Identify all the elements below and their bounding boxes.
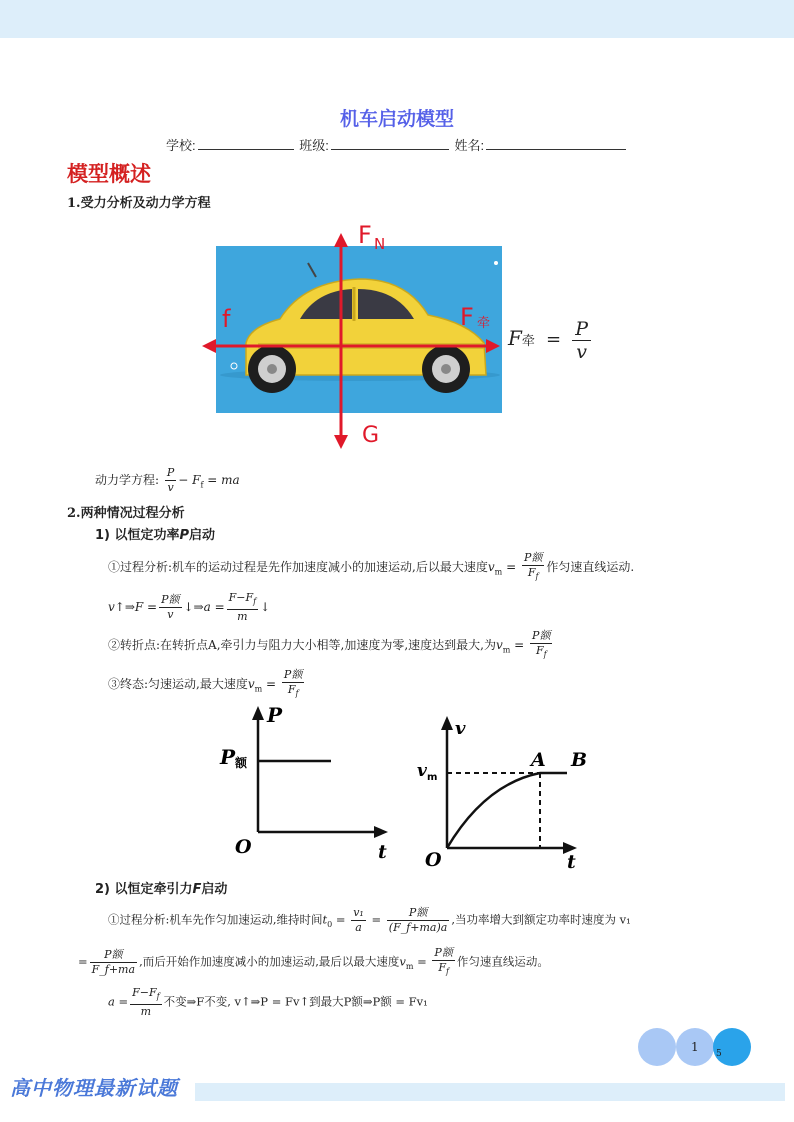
overview-heading: 模型概述 [67, 162, 151, 186]
footer-bar [195, 1083, 785, 1101]
fn-subscript: N [374, 235, 386, 253]
velocity-time-graph [415, 710, 595, 870]
vm-label: v [417, 761, 427, 781]
point-a-label: A [531, 749, 546, 771]
page-total: 5 [716, 1049, 722, 1059]
fn-label: F [358, 221, 372, 249]
rated-power-label: P [220, 745, 236, 769]
origin-label: O [235, 836, 252, 858]
case1-title: 1) 以恒定功率P启动 [95, 528, 216, 543]
vm-subscript: m [427, 772, 438, 783]
top-banner [0, 0, 794, 38]
fn-arrowhead [334, 233, 348, 247]
origin-label: O [425, 849, 442, 870]
page-current: 1 [691, 1040, 699, 1054]
v-axis-label: v [455, 718, 466, 739]
class-label: 班级: [299, 138, 329, 153]
case1-line4: ③终态:匀速运动,最大速度$v_m$ = $\frac{\text{P额}}{F_f}$ [108, 668, 303, 699]
section1-title: 1.受力分析及动力学方程 [67, 196, 211, 211]
class-field[interactable] [331, 137, 449, 150]
power-time-graph [215, 700, 395, 865]
p-axis-label: P [267, 703, 283, 727]
decor-circle [638, 1028, 676, 1066]
point-b-label: B [571, 749, 588, 771]
velocity-curve [447, 773, 540, 848]
case2-title: 2) 以恒定牵引力F启动 [95, 882, 228, 897]
student-info-line [0, 135, 794, 154]
rated-power-subscript: 额 [235, 756, 248, 770]
case1-line3: ②转折点:在转折点A,牵引力与阻力大小相等,加速度为零,速度达到最大,为$v_m$ = $\frac{\text{P额}}{F_f}$ [108, 629, 551, 660]
t-axis-label: t [378, 841, 387, 863]
case2-line1: ①过程分析:机车先作匀加速运动,维持时间$t_0$ = $\frac{\text{v₁}}{a}$ = $\frac{\text{P额}}{(F\_f+ma)a}$ ,当功率增大到额定功率时速度为 v₁ [108, 906, 631, 934]
f-arrowhead [202, 339, 216, 353]
gravity-label: G [362, 423, 380, 448]
case2-line2: = $\frac{\text{P额}}{F\_f+ma}$ ,而后开始作加速度减小的加速运动,最后以最大速度$v_m$ = $\frac{\text{P额}}{F_f}$ 作匀速直线运动。 [78, 946, 549, 977]
g-arrowhead [334, 435, 348, 449]
case1-line1: ①过程分析:机车的运动过程是先作加速度减小的加速运动,后以最大速度$v_m$ = $\frac{\text{P额}}{F_f}$ 作匀速直线运动. [108, 551, 635, 582]
time-axis-label: t [567, 851, 576, 870]
page-title: 机车启动模型 [339, 108, 454, 130]
page-indicator [637, 1027, 757, 1071]
page-total-circle [713, 1028, 751, 1066]
name-label: 姓名: [454, 138, 485, 153]
name-field[interactable] [486, 137, 626, 150]
friction-label: f [222, 305, 231, 333]
school-label: 学校: [165, 138, 196, 153]
traction-formula: F牵 = $\frac{P}{v}$ [508, 318, 591, 363]
car-force-diagram [200, 215, 520, 455]
case1-line2: v↑⇒F = $\frac{\text{P额}}{v}$ ↓⇒a = $\frac{F-F_f}{m}$ ↓ [108, 591, 271, 624]
traction-label: F [460, 303, 474, 331]
traction-subscript: 牵 [477, 316, 491, 331]
footer-brand: 高中物理最新试题 [10, 1076, 178, 1100]
school-field[interactable] [198, 137, 294, 150]
dynamics-equation: 动力学方程: $\frac{P}{v}$ − $F_f$ = ma [95, 466, 240, 494]
case2-line3: a = $\frac{F-F_f}{m}$ 不变⇒F不变, v↑⇒P = Fv↑到最大P额⇒P额 = Fv₁ [108, 986, 428, 1019]
section2-title: 2.两种情况过程分析 [67, 506, 185, 521]
